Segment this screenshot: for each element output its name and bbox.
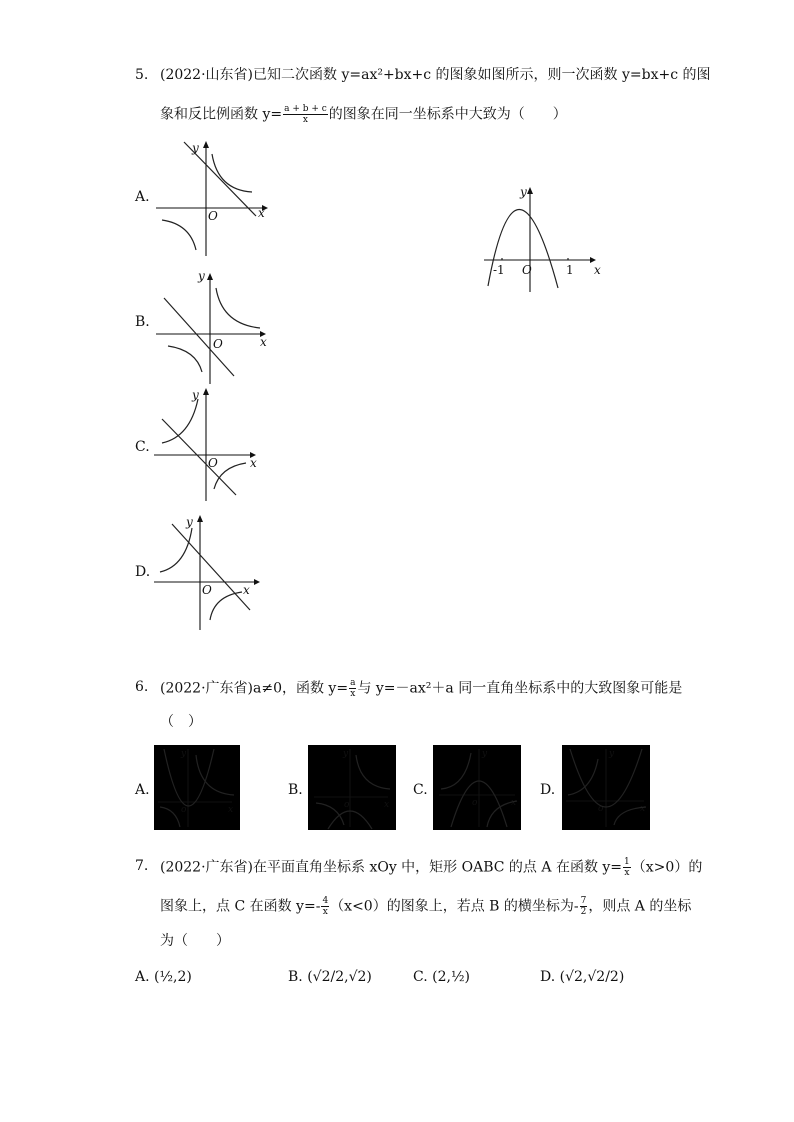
origin-label: o [181,805,187,815]
q7-option-c[interactable] [413,968,470,986]
x-label: x [511,798,517,808]
q5-option-d-graph[interactable] [150,512,270,632]
y-label: y [198,269,205,283]
q7-option-b-text: (√2/2,√2) [307,969,372,985]
q5-option-c-graph[interactable] [150,385,270,505]
q7-line2-pre: 图象上，点 C 在函数 y=- [160,898,321,915]
q7-option-d-label: D. [540,969,556,985]
q6-line1-pre: (2022·广东省)a≠0，函数 y= [160,680,349,697]
hyperbola-branch-q4 [214,463,246,489]
q5-option-d-label[interactable]: D. [135,564,151,580]
q5-frac-den: x [302,115,308,125]
y-label: y [343,749,349,759]
x-label: x [243,583,250,597]
y-arrow-icon [203,388,209,395]
x-label: x [250,456,257,470]
q7-fraction-3 [580,896,588,917]
q7-f3-den: 2 [580,907,587,917]
q5-option-b-label[interactable]: B. [135,314,150,330]
y-arrow-icon [197,515,203,522]
q7-fraction-1 [623,857,631,878]
q7-line2 [160,896,691,917]
hyperbola-branch-q2 [160,528,192,572]
q6-option-a-graph[interactable] [154,745,240,830]
q6-option-b-label[interactable]: B. [288,782,303,798]
x-label: x [228,805,234,815]
q5-option-a-label[interactable]: A. [135,189,150,205]
q7-line1 [160,857,702,878]
q7-line1-pre: (2022·广东省)在平面直角坐标系 xOy 中，矩形 OABC 的点 A 在函数 y= [160,859,623,876]
x-label: x [260,335,267,349]
q5-line1: (2022·山东省)已知二次函数 y=ax²+bx+c 的图象如图所示，则一次函数 y=bx+c 的图 [160,67,711,83]
q7-f3-num: 7 [580,896,587,906]
x-label: x [640,804,646,814]
y-label: y [192,141,199,155]
q7-line3: 为（ ） [160,933,230,949]
q7-number: 7. [135,858,149,874]
q6-option-a-label[interactable]: A. [135,782,150,798]
q7-option-a-text: (½,2) [154,969,192,985]
graph-background [154,745,240,830]
q7-option-d-text: (√2,√2/2) [559,969,625,985]
q5-reference-parabola-graph [480,180,605,295]
y-arrow-icon [203,141,209,148]
q7-option-a[interactable] [135,968,192,986]
x-label: x [594,263,601,277]
y-label: y [186,515,193,529]
q5-option-b-graph[interactable] [150,268,270,388]
q7-option-b-label: B. [288,969,303,985]
x-label: x [258,206,265,220]
y-label: y [520,185,527,199]
line-graph [162,419,236,495]
q7-option-b[interactable] [288,968,372,986]
x-arrow-icon [254,579,260,585]
origin-label: o [344,800,350,810]
x-label: x [384,800,390,810]
q7-line1-post: （x>0）的 [631,859,703,876]
q5-option-c-label[interactable]: C. [135,439,150,455]
q6-line2: （ ） [160,714,202,730]
origin-label: O [208,456,218,470]
y-arrow-icon [207,273,213,280]
y-label: y [181,749,187,759]
q6-fraction [349,678,356,699]
origin-label: o [472,798,478,808]
q5-line2-post: 的图象在同一坐标系中大致为（ ） [328,106,567,123]
q7-f2-num: 4 [322,896,329,906]
q7-option-c-label: C. [413,969,428,985]
q5-fraction [283,104,328,125]
line-graph [172,524,250,610]
q6-number: 6. [135,679,149,695]
q6-option-c-label[interactable]: C. [413,782,428,798]
origin-label: O [202,583,212,597]
q7-fraction-2 [321,896,329,917]
q5-line2 [160,104,567,125]
origin-label: o [598,804,604,814]
q7-option-d[interactable] [540,968,624,986]
q7-option-c-text: (2,½) [432,969,470,985]
y-label: y [482,749,488,759]
q6-line1 [160,678,682,699]
q7-f2-den: x [322,907,328,917]
y-label: y [609,749,615,759]
hyperbola-branch-q2 [162,399,198,443]
hyperbola-branch-q1 [216,288,260,328]
q7-line2-mid: （x<0）的图象上，若点 B 的横坐标为- [330,898,579,915]
q6-option-d-label[interactable]: D. [540,782,556,798]
q7-line2-post: ，则点 A 的坐标 [588,898,692,915]
tick-minus-1: -1 [493,263,505,277]
y-label: y [192,388,199,402]
origin-label: O [208,209,218,223]
q5-frac-num: a + b + c [284,104,327,114]
q6-option-d-graph[interactable] [562,745,650,830]
q6-line1-post: 与 y=－ax²＋a 同一直角坐标系中的大致图象可能是 [357,680,683,697]
hyperbola-branch-q1 [212,154,252,192]
tick-1: 1 [566,263,574,277]
q5-option-a-graph[interactable] [150,138,270,258]
hyperbola-branch-q3 [168,346,202,372]
line-graph [184,142,256,216]
y-arrow-icon [527,187,533,194]
hyperbola-branch-q3 [162,220,196,250]
q7-f1-den: x [624,868,630,878]
q7-f1-num: 1 [624,857,630,867]
origin-label: O [213,337,223,351]
q7-option-a-label: A. [135,969,150,985]
q6-frac-den: x [350,689,356,699]
q6-option-b-graph[interactable] [308,745,396,830]
graph-background [433,745,521,830]
q5-number: 5. [135,67,149,83]
q5-line2-pre: 象和反比例函数 y= [160,106,283,123]
q6-frac-num: a [350,678,356,688]
origin-label: O [522,263,532,277]
q6-option-c-graph[interactable] [433,745,521,830]
